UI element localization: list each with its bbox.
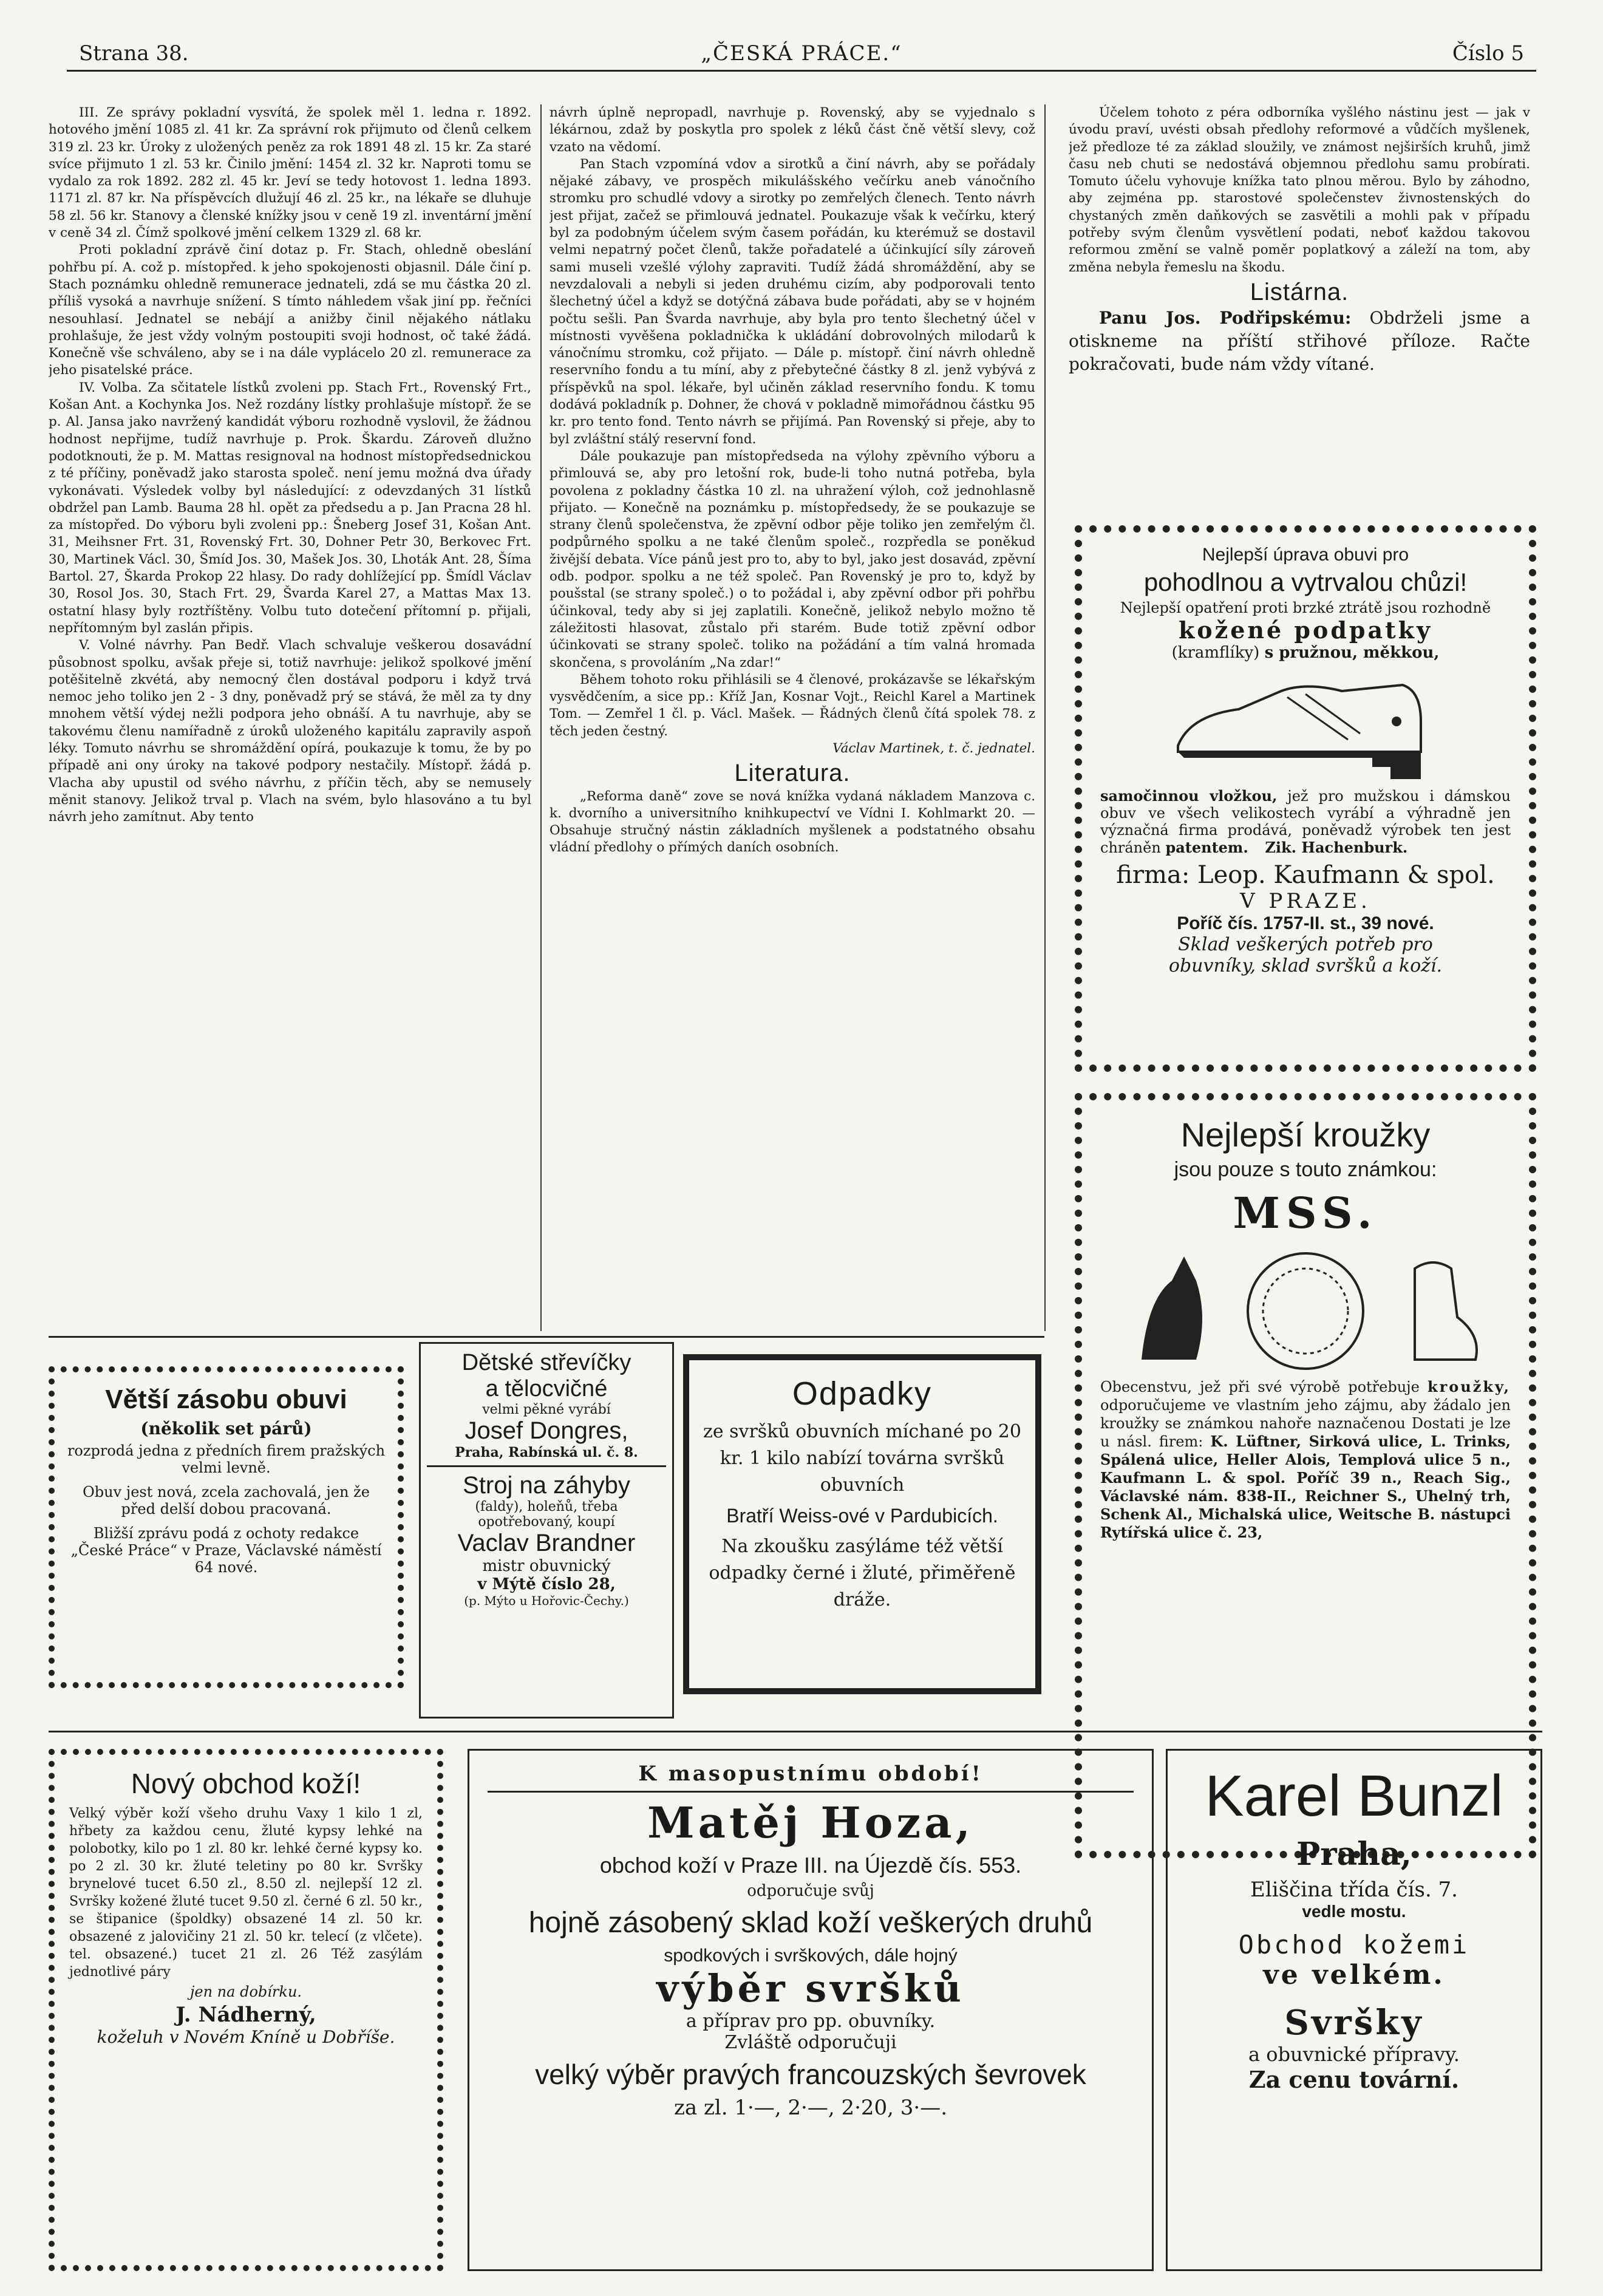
ad-text: Obchod kožemi xyxy=(1238,1930,1470,1960)
ad-text: odporučuje svůj xyxy=(747,1882,874,1900)
paragraph: Účelem tohoto z péra odborníka vyšlého nástinu jest — jak v úvodu praví, uvésti obsah předlohy reformové a vůdčích myšlenek, jež předloze té za základ sloužily, ve známost nejširších kruhů, jimž času neb chuti se nedostává objemnou předlohu samu probírati. Tomuto účelu vyhovuje knížka tato plnou měrou. Bylo by záhodno, aby zejména pp. starostové společenstev živnostenských do chystaných změn daňkových se zasvětili a mohli pak v případu potřeby svým členům vysvětlení podati, neboť každou takovou reformou změní se valně poměr poplatkový a záleží na tom, aby změna nebyla řemeslu na škodu. xyxy=(1069,105,1530,275)
ad-name: Josef Dongres, xyxy=(465,1417,628,1444)
ad-hoza xyxy=(468,1749,1154,2271)
ad-name: Matěj Hoza, xyxy=(647,1797,974,1848)
paragraph: III. Ze správy pokladní vysvítá, že spolek měl 1. ledna r. 1892. hotového jmění 1085 zl. 41 kr. Za správní rok přijmuto od členů celkem 319 zl. 23 kr. Úroky z uložených peněz za rok 1891 48 zl. 15 kr. Za staré svíce přijmuto 1 zl. 53 kr. Činilo jmění: 1454 zl. 32 kr. Naproti tomu se vydalo za rok 1892. 282 zl. 45 kr. Jeví se tedy hotovost 1. ledna 1893. 1171 zl. 87 kr. Na příspěvcích dlužují 46 zl. 25 kr., na lékaře se dluhuje 58 zl. 56 kr. Stanovy a členské knížky jsou v ceně 19 zl. inventární jmění v ceně 34 zl. Čímž spolkové jmění celkem 1329 zl. 68 kr. xyxy=(49,105,531,241)
ad-subtitle: jsou pouze s touto známkou: xyxy=(1174,1158,1437,1181)
ad-text: za zl. 1·—, 2·—, 2·20, 3·—. xyxy=(673,2096,948,2120)
ad-text: mistr obuvnický xyxy=(482,1557,611,1575)
ad-name: Karel Bunzl xyxy=(1205,1763,1503,1828)
ad-line: jež pro mužskou i dámskou obuv ve všech velikostech vyrábí a výhradně jen význačná firma prodává, poněvadž výrobek ten jest chráněn xyxy=(1100,788,1511,856)
ad-line: Sklad veškerých potřeb pro xyxy=(1178,934,1433,955)
ad-firm: Bratří Weiss-ové v Pardubicích. xyxy=(726,1505,998,1527)
ad-text: Obuv jest nová, zcela zachovalá, jen že před delší dobou pracovaná. xyxy=(83,1484,370,1518)
page-header xyxy=(67,29,1536,72)
ad-line: (kramflíky) xyxy=(1171,644,1260,662)
ad-bunzl xyxy=(1166,1749,1542,2271)
ad-text: a obuvnické přípravy. xyxy=(1248,2043,1460,2066)
ad-line: obuvníky, sklad svršků a koží. xyxy=(1168,955,1443,976)
column-divider xyxy=(1044,104,1046,1331)
ad-text: velký výběr pravých francouzských ševrovek xyxy=(535,2059,1086,2090)
ad-text: Zvláště odporučuji xyxy=(724,2032,897,2053)
ad-text: Velký výběr koží všeho druhu Vaxy 1 kilo 1 zl, hřbety za každou cenu, žluté kypsy lehké na polobotky, kilo po 1 zl. 80 kr. lehké černé kypsy ko. po 2 zl. 30 kr. žluté teletiny po 80 kr. Svršky brynelové tucet 6.50 zl., 8.50 zl. nejlepší 12 zl. Svršky kožené žluté tucet 9.50 zl. černé 6 zl. 50 kr., se štipanice (špoldky) obsazené 14 zl. 50 kr. obsazené z jalovičiny 21 zl. 50 kr. telecí (z vlčete). tel. obsazené.) tucet 21 zl. 26 Též zasýlám jednotlivé páry xyxy=(69,1806,423,1980)
ad-title: a tělocvičné xyxy=(485,1376,608,1402)
ad-sub: (několik set párů) xyxy=(140,1419,312,1439)
ad-city: V PRAZE. xyxy=(1240,889,1371,913)
ad-text: odporučujeme ve vlastním jeho zájmu, aby žádalo jen kroužky se známkou nahoře naznačenou Dostati je lze u násl. firem: xyxy=(1100,1397,1511,1450)
ad-address: Poříč čís. 1757-II. st., 39 nové. xyxy=(1177,913,1434,933)
ad-text: v Mýtě číslo 28, xyxy=(477,1575,616,1593)
column-divider xyxy=(540,104,542,1331)
ad-text: (faldy), holeňů, třeba opotřebovaný, koupí xyxy=(475,1499,618,1530)
ad-text: spodkových i svrškových, dále hojný xyxy=(664,1946,958,1966)
section-rule xyxy=(49,1731,1542,1732)
trademark-illustration xyxy=(1117,1244,1494,1372)
ad-name: Vaclav Brandner xyxy=(457,1530,636,1556)
ad-title: Dětské střevíčky xyxy=(461,1350,631,1375)
issue-number: Číslo 5 xyxy=(1452,41,1524,66)
shoe-illustration xyxy=(1166,667,1445,782)
paragraph: návrh úplně nepropadl, navrhuje p. Rovenský, aby se vyjednalo s lékárnou, zdaž by poskytla pro spolek z léků část čně větší slevy, což vzato na vědomí. xyxy=(550,105,1035,155)
ad-text: Svršky xyxy=(1284,2003,1424,2043)
ad-kruzky xyxy=(1075,1093,1536,1858)
ad-line: Zik. Hachenburk. xyxy=(1265,839,1408,856)
ad-text: jen na dobírku. xyxy=(189,1983,302,2000)
ad-name: J. Nádherný, xyxy=(175,2003,316,2027)
ad-text: (p. Mýto u Hořovic-Čechy.) xyxy=(464,1593,629,1608)
column-1 xyxy=(49,104,531,1325)
ad-text: rozprodá jedna z předních firem pražských velmi levně. xyxy=(67,1442,386,1476)
ad-city: Praha, xyxy=(1296,1836,1412,1873)
trademark: MSS. xyxy=(1233,1188,1378,1238)
ad-novy-obchod xyxy=(49,1749,443,2271)
newspaper-title: „ČESKÁ PRÁCE.“ xyxy=(701,41,902,66)
ad-shoe-heels xyxy=(1075,525,1536,1072)
ad-firms: K. Lüftner, Sirková ulice, L. Trinks, Spálená ulice, Heller Alois, Templová ulice 5 n., Kaufmann L. & spol. Poříč 39 n., Reach Sig., Václavské nám. 838-II., Reichner S., Uhelný trh, Schenk Al., Michalská ulice, Weitsche B. nástupci Rytířská ulice č. 23, xyxy=(1100,1432,1511,1541)
ad-line: patentem. xyxy=(1165,839,1248,856)
ad-odpadky xyxy=(683,1354,1041,1694)
ad-title: Nový obchod koží! xyxy=(131,1768,361,1799)
paragraph: Dále poukazuje pan místopředseda na výlohy zpěvního výboru a přimlouvá se, aby pro letošní rok, bude-li toho nutná potřeba, byla povolena z pokladny částka 10 zl. na uhražení výloh, což jednohlasně přijato. — Konečně na poznámku p. místopředsedy, že se poukazuje se strany členů společenstva, že zpěvní odbor pěje toliko jen zemřelým čl. podpůrného spolku a ne také členům společ., rozpředla se poněkud živější debata. Více pánů jest pro to, aby to byl, jako jest dosavád, zpěvní odb. podpor. spolku a ne též společ. Pan Rovenský je pro to, když by poušstal (se strany společ.) o to požádal i, aby zpěvní odbor při pohřbu účinkoval, tedy aby si jej zaplatili. Konečně, jelikož nebylo možno tě záležitosti hlasovat, zůstalo při starém. Bude totiž zpěvní odbor účinkovati se strany společ. toliko na požádání a tím valná hromada skončena, s provoláním „Na zdar!“ xyxy=(550,448,1035,670)
section-rule xyxy=(49,1336,1044,1338)
ad-title: Větší zásobu obuvi xyxy=(105,1385,347,1414)
listarna-recipient: Panu Jos. Podřipskému: xyxy=(1099,308,1352,329)
ad-line: Nejlepší opatření proti brzké ztrátě jsou rozhodně xyxy=(1120,599,1491,616)
literatura-text: „Reforma daně“ zove se nová knížka vydaná nákladem Manzova c. k. dvorního a universitního knihkupectví ve Vídni I. Kohlmarkt 20. — Obsahuje stručný nástin základních myšlenek a podstatného obsahu vládní předlohy o přímých daních osobních. xyxy=(550,788,1035,856)
ad-line: samočinnou vložkou, xyxy=(1100,787,1278,805)
ad-text: Na zkoušku zasýláme též větší odpadky černé i žluté, přiměřeně dráže. xyxy=(709,1536,1016,1610)
ad-address: Eliščina třída čís. 7. xyxy=(1250,1878,1458,1902)
ad-title: Nejlepší kroužky xyxy=(1180,1116,1431,1154)
ad-title: Stroj na záhyby xyxy=(463,1472,630,1499)
ad-text: obchod koží v Praze III. na Újezdě čís. 553. xyxy=(599,1853,1022,1878)
ad-strevicky xyxy=(419,1342,674,1719)
listarna-heading: Listárna. xyxy=(1250,278,1349,305)
paragraph: IV. Volba. Za sčitatele lístků zvoleni pp. Stach Frt., Rovenský Frt., Košan Ant. a Kochynka Jos. Než rozdány lístky prohlašuje místopř. že se p. Al. Jansa jako navržený kandidát výboru rozhodně vyslovil, že žádnou hodnost nepřijme, tudíž navrhuje p. Prok. Škardu. Zároveň dlužno podotknouti, že p. M. Mattas resignoval na hodnost místopředsednickou z té příčiny, poněvadž jako starosta společ. není jemu možná dva úřady vykonávati. Výsledek volby byl následující: z odevzdaných 31 lístků obdržel pan Lamb. Bauma 28 hl. opět za předsedu a p. Jan Pracna 28 hl. za místopřed. Do výboru byli zvoleni pp.: Šneberg Josef 31, Košan Ant. 31, Meihsner Frt. 31, Rovenský Frt. 30, Dohner Petr 30, Berkovec Frt. 30, Martinek Václ. 30, Šmíd Jos. 30, Mašek Jos. 30, Lhoták Ant. 28, Šíma Bartol. 27, Škarda Prokop 22 hlasy. Do rady dohlížející pp. Šmídl Václav 30, Rosol Jos. 30, Stach Frt. 29, Švarda Karel 27, a Mattas Max 13. ostatní hlasy byly roztříštěny. Volbu tuto dotečení přítomní p. přijali, nepřítomným byl zaslán připis. xyxy=(49,380,531,636)
ad-highlight: kožené podpatky xyxy=(1178,616,1433,644)
column-3-text xyxy=(1069,104,1530,548)
paragraph: Proti pokladní zprávě činí dotaz p. Fr. Stach, ohledně obeslání pohřbu pí. A. což p. místopřed. k jeho spokojenosti objasnil. Dále činí p. Stach poznámku ohledně remunerace jednateli, zdá se mu částka 20 zl. příliš vysoká a navrhuje snížení. S tímto náhledem však jiní pp. řečníci nesouhlasí. Jednatel se nebájí a anižby činil nějakého nátlaku prohlašuje, že jest vždy volným postoupiti svoji hodnost, oč také žádá. Konečně vše schváleno, aby se i na dále vyplácelo 20 zl. remunerace za jeho pisatelské práce. xyxy=(49,242,531,378)
listarna-text xyxy=(1069,307,1530,376)
ad-text: ve velkém. xyxy=(1263,1960,1445,1991)
listarna-message: Obdrželi jsme a otiskneme na příští střihové příloze. Račte pokračovati, bude nám vždy vítané. xyxy=(1069,308,1530,375)
column-2 xyxy=(550,104,1035,1325)
ad-line: pohodlnou a vytrvalou chůzi! xyxy=(1143,568,1468,596)
paragraph: Během tohoto roku přihlásili se 4 členové, prokázavše se lékařským vysvědčením, a sice pp.: Kříž Jan, Kosnar Vojt., Reichl Karel a Martinek Tom. — Zemřel 1 čl. p. Václ. Mašek. — Řádných členů čítá spolek 78. z těch jeden čestný. xyxy=(550,672,1035,739)
ad-title: Odpadky xyxy=(792,1375,933,1412)
ad-text: velmi pěkné vyrábí xyxy=(482,1402,611,1417)
ad-text: Bližší zprávu podá z ochoty redakce „České Práce“ v Praze, Václavské náměstí 64 nové. xyxy=(70,1525,382,1576)
ad-text: hojně zásobený sklad koží veškerých druhů xyxy=(528,1907,1093,1939)
ad-line: s pružnou, měkkou, xyxy=(1264,644,1440,662)
ad-text: ze svršků obuvních míchané po 20 kr. 1 kilo nabízí továrna svršků obuvních xyxy=(703,1421,1021,1496)
page-number: Strana 38. xyxy=(79,41,189,66)
ad-text: kroužky, xyxy=(1428,1378,1511,1395)
paragraph: V. Volné návrhy. Pan Bedř. Vlach schvaluje veškerou dosavádní působnost spolku, avšak přeje si, totiž navrhuje: jelikož spolkové jmění potěšitelně zkvétá, aby nemocný člen dostával podporu i když trvá nemoc jeho toliko jen 2 - 3 dny, poněvadž prý se stává, že měl za ty dny mnohem větší výdej nežli podpora jeho obnáší. A tu navrhuje, aby se takovému členu namířadně z úroků uloženého kapitálu zapravily aspoň léky. Tomuto návrhu se shromáždění opírá, poukazuje k tomu, že by po případě ani ony úroky na takové podpory nestačily. Místopř. žádá p. Vlacha aby upustil od svého návrhu, z příčin těch, aby se nemusely měnit stanovy. Jelikož trval p. Vlach na svém, bylo hlasováno a tu byl návrh jeho zamítnut. Aby tento xyxy=(49,638,531,825)
ad-line: Nejlepší úprava obuvi pro xyxy=(1202,545,1409,565)
ad-firm: firma: Leop. Kaufmann & spol. xyxy=(1116,861,1495,889)
ad-top: K masopustnímu období! xyxy=(488,1762,1134,1793)
paragraph: Pan Stach vzpomíná vdov a sirotků a činí návrh, aby se pořádaly nějaké zábavy, ve prospěch mikulášského večírku aneb vánočního stromku pro schudlé vdovy a sirotky po zemřelých členech. Tento návrh jest přijat, začež se přimlouvá jednatel. Poukazuje však k večírku, který byl za podobným účelem svým časem pořádán, ku kterémuž se dostavil velmi nepatrný počet členů, takže pořadatelé a účinkující síly zároveň sami museli vzešlé výlohy zapraviti. Tudíž žádá shromáždění, aby se nevzdalovali a nebyli si jeden druhému cizím, aby podporovali tento šlechetný účel a když se dotýčná zábava bude pořádati, aby se v hojném počtu sešli. Pan Švarda navrhuje, aby byla pro tento šlechetný účel v místnosti vyvěšena pokladnička k ukládání dobrovolných milodarů k vánočnímu stromku, což přijato. — Dále p. místopř. činí návrh ohledně reservního fondu a tu míní, aby z přebytečné částky 8 zl. jenž vybývá z příspěvků na spol. lékaře, byl učiněn základ reservního fondu. K tomu dodává pokladník p. Dohner, že chová v pokladně mimořádnou částku 95 kr. pro tento fond. Tento návrh se přijímá. Pan Rovenský si přeje, aby to byl zvláštní stálý reservní fond. xyxy=(550,156,1035,447)
ad-text: a příprav pro pp. obuvníky. xyxy=(686,2011,936,2032)
ad-text: koželuh v Novém Kníně u Dobříše. xyxy=(97,2027,395,2047)
ad-zasoba xyxy=(49,1366,404,1688)
ad-text: výběr svršků xyxy=(656,1966,965,2011)
signature: Václav Martinek, t. č. jednatel. xyxy=(832,740,1035,756)
ad-text: Za cenu tovární. xyxy=(1248,2066,1460,2093)
ad-text: Obecenstvu, jež při své výrobě potřebuje xyxy=(1100,1378,1420,1395)
ad-address: Praha, Rabínská ul. č. 8. xyxy=(427,1445,666,1467)
ad-text: vedle mostu. xyxy=(1302,1902,1406,1921)
literatura-heading: Literatura. xyxy=(734,760,851,787)
